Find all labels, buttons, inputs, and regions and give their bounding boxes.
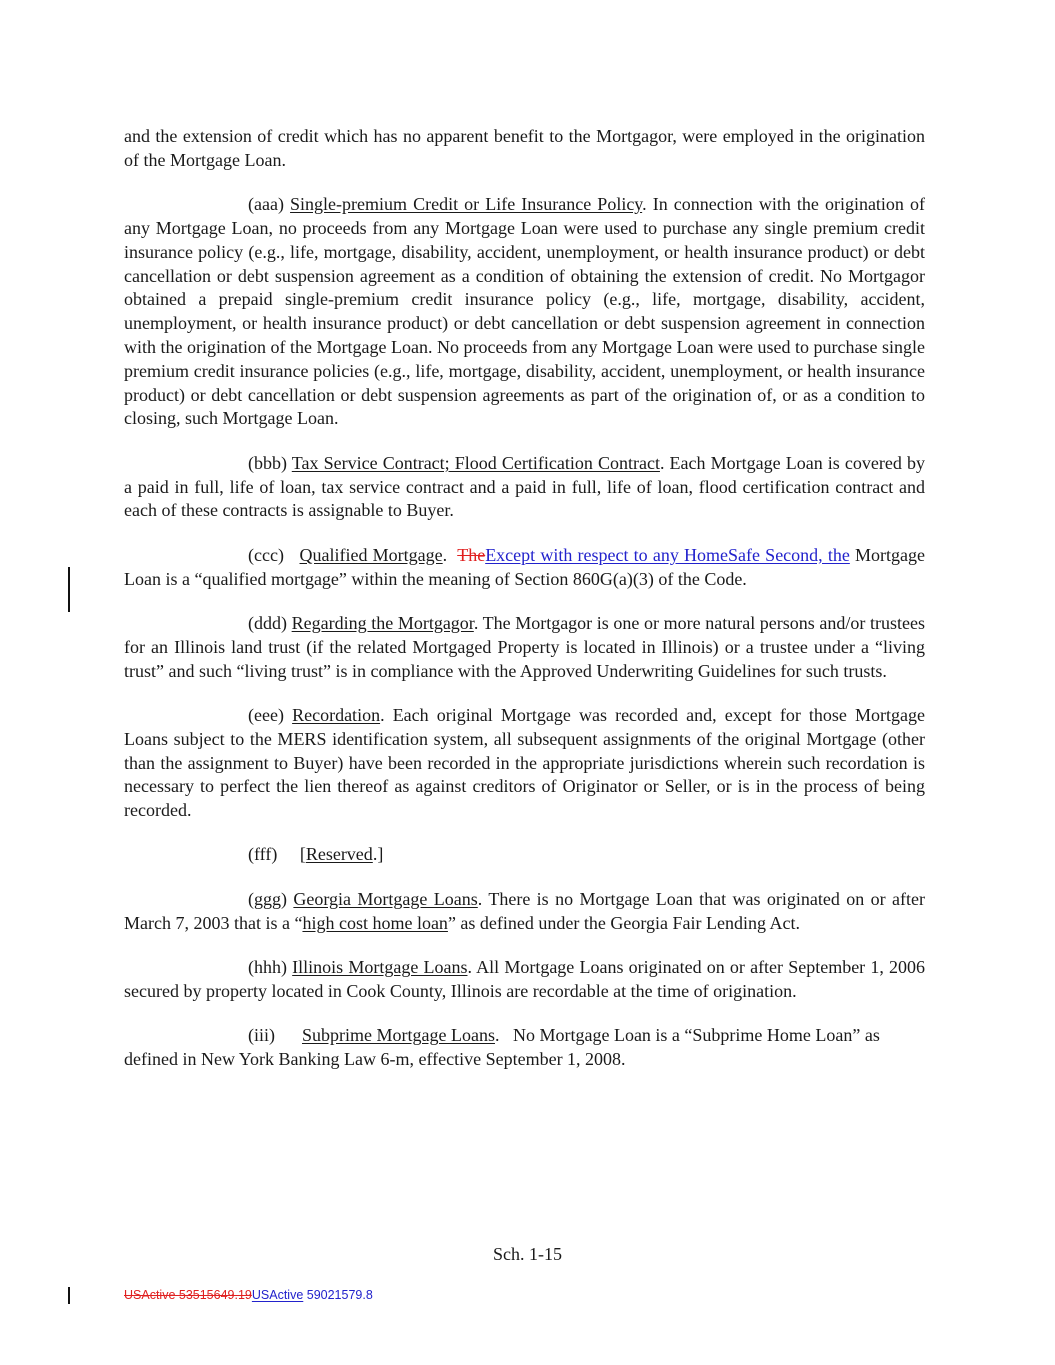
change-bar (68, 1287, 70, 1304)
heading-fff: Reserved (305, 844, 373, 865)
heading-eee: Recordation (292, 704, 381, 725)
document-id: USActive 53515649.19USActive 59021579.8 (124, 1288, 373, 1302)
paragraph-ccc: (ccc) Qualified Mortgage. TheExcept with respect to any HomeSafe Second, the Mortgage Loan is a “qualified mortgage” within the meaning of Section 860G(a)(3) of the Code. (124, 544, 926, 589)
heading-ggg: Georgia Mortgage Loans (293, 888, 478, 909)
label-hhh: (hhh) (248, 957, 287, 978)
label-ccc: (ccc) (248, 544, 284, 565)
deleted-text: The (457, 544, 486, 565)
heading-iii: Subprime Mortgage Loans (302, 1025, 495, 1046)
heading-ccc: Qualified Mortgage (299, 544, 443, 565)
heading-hhh: Illinois Mortgage Loans (292, 957, 468, 978)
heading-bbb: Tax Service Contract; Flood Certification Contract (291, 452, 660, 473)
paragraph-bbb: (bbb) Tax Service Contract; Flood Certification Contract. Each Mortgage Loan is covered by a paid in full, life of loan, tax service contract and a paid in full, life of loan, flood certification contract and each of these contracts is assignable to Buyer. (124, 452, 925, 521)
defined-term: high cost home loan (302, 912, 448, 933)
inserted-text: Except with respect to any HomeSafe Second, the (485, 544, 850, 565)
paragraph-hhh: (hhh) Illinois Mortgage Loans. All Mortgage Loans originated on or after September 1, 2006 secured by property located in Cook County, Illinois are recordable at the time of origination. (124, 957, 926, 1001)
inserted-docid: USActive (251, 1288, 304, 1302)
label-eee: (eee) (248, 704, 284, 725)
paragraph-intro: and the extension of credit which has no apparent benefit to the Mortgagor, were employed in the origination of the Mortgage Loan. (124, 126, 925, 170)
paragraph-fff: (fff) [Reserved.] (248, 844, 384, 865)
label-ddd: (ddd) (248, 612, 287, 633)
paragraph-ggg: (ggg) Georgia Mortgage Loans. There is no Mortgage Loan that was originated on or after March 7, 2003 that is a “high cost home loan” as defined under the Georgia Fair Lending Act. (124, 888, 926, 933)
paragraph-eee: (eee) Recordation. Each original Mortgage was recorded and, except for those Mortgage Loans subject to the MERS identification system, all subsequent assignments of the original Mortgage (other than the assignment to Buyer) have been recorded in the appropriate jurisdictions wherein such recordation is necessary to perfect the lien thereof as against creditors of Originator or Seller, or is in the process of being recorded. (124, 704, 926, 821)
label-bbb: (bbb) (248, 452, 287, 473)
deleted-docid: USActive 53515649.19 (124, 1288, 252, 1302)
change-bar (68, 567, 70, 612)
label-fff: (fff) (248, 844, 278, 865)
label-aaa: (aaa) (248, 194, 284, 215)
label-iii: (iii) (248, 1025, 275, 1046)
document-body (124, 125, 925, 1072)
page-number: Sch. 1-15 (493, 1244, 562, 1264)
paragraph-iii: (iii) Subprime Mortgage Loans. No Mortgage Loan is a “Subprime Home Loan” as defined in New York Banking Law 6-m, effective September 1, 2008. (124, 1025, 885, 1070)
heading-ddd: Regarding the Mortgagor (291, 612, 474, 633)
paragraph-ddd: (ddd) Regarding the Mortgagor. The Mortgagor is one or more natural persons and/or trustees for an Illinois land trust (if the related Mortgaged Property is located in Illinois) or a trustee under a “living trust” and such “living trust” is in compliance with the Approved Underwriting Guidelines for such trusts. (124, 612, 925, 681)
label-ggg: (ggg) (248, 888, 287, 909)
heading-aaa: Single-premium Credit or Life Insurance Policy (290, 194, 643, 215)
paragraph-aaa: (aaa) Single-premium Credit or Life Insurance Policy. In connection with the origination of any Mortgage Loan, no proceeds from any Mortgage Loan were used to purchase any single premium credit insurance policy (e.g., life, mortgage, disability, accident, unemployment, or health insurance product) or debt cancellation or debt suspension agreement as a condition of obtaining the extension of credit. No Mortgagor obtained a prepaid single-premium credit insurance policy (e.g., life, mortgage, disability, accident, unemployment, or health insurance product) or debt cancellation or debt suspension agreement in connection with the origination of the Mortgage Loan. No proceeds from any Mortgage Loan were used to purchase single premium credit insurance policies (e.g., life, mortgage, disability, accident, unemployment, or health insurance product) or debt cancellation or debt suspension agreements as part of the origination of, or as a condition to closing, such Mortgage Loan. (124, 194, 925, 429)
